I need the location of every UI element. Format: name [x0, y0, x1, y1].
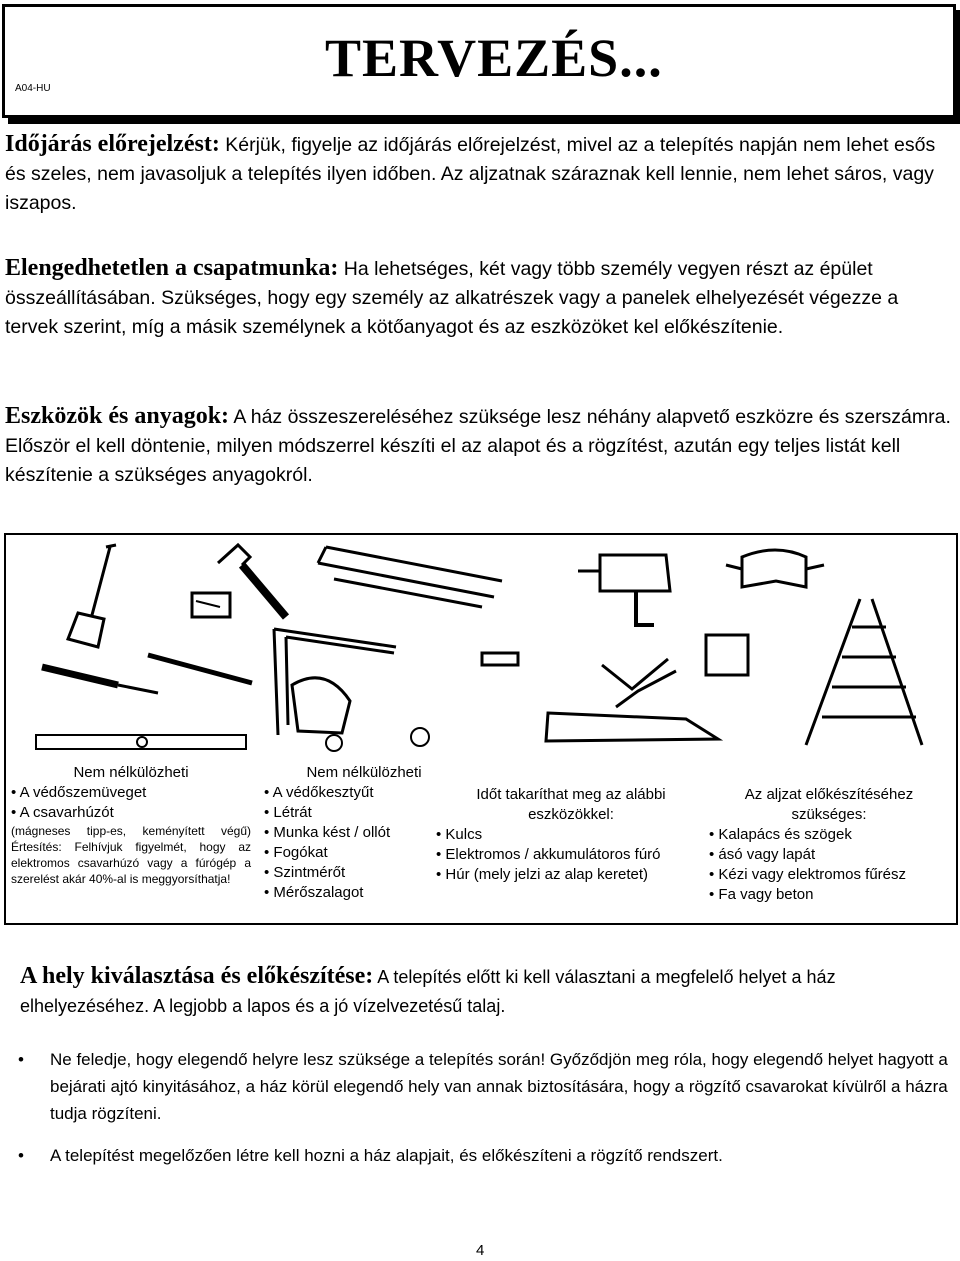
site-paragraph [20, 962, 950, 1021]
tools-box [4, 533, 958, 925]
tools-text: A ház összeszereléséhez szüksége lesz néhány alapvető eszközre és szerszámra. Először el kell döntenie, milyen módszerrel készíti el az alapot és a rögzítést, azután egy teljes listát kell készítenie a szükséges anyagokról. [5, 406, 951, 486]
column-2-item: • Mérőszalagot [264, 883, 464, 903]
column-3-item: • Elektromos / akkumulátoros fúró [436, 845, 706, 865]
column-1-note: (mágneses tipp-es, keményített végű) Értesítés: Felhívjuk figyelmét, hogy az elektromos csavarhúzó vagy a fúrógép a szerelést akár 40%-al is meggyorsíthatja! [11, 824, 251, 886]
document-code: A04-HU [15, 83, 51, 94]
column-2-item: • Létrát [264, 803, 464, 823]
page-number: 4 [476, 1242, 485, 1259]
bullet-item [18, 1046, 948, 1136]
teamwork-paragraph [5, 254, 955, 342]
column-2-heading: Nem nélkülözheti [306, 764, 422, 781]
weather-text: Kérjük, figyelje az időjárás előrejelzést, mivel az a telepítés napján nem lehet esős és szeles, nem javasoljuk a telepítés ilyen időben. Az aljzatnak száraznak kell lennie, nem lehet sáros, vagy iszapos. [5, 134, 936, 214]
column-4-item: • ásó vagy lapát [709, 845, 949, 865]
teamwork-text: Ha lehetséges, két vagy több személy vegyen részt az épület összeállításában. Szükséges, hogy egy személy az alkatrészek vagy a panelek elhelyezését végezze a tervek szerint, míg a másik személynek a kötőanyagot és az eszközöket kel előkészítenie. [5, 258, 899, 338]
site-lead: A hely kiválasztása és előkészítése: [20, 963, 374, 989]
shovel-icon [68, 545, 116, 647]
gloves-icon [292, 678, 350, 733]
essentials-column-1 [11, 763, 251, 887]
column-1-item: • A csavarhúzót [11, 803, 251, 823]
column-4-item: • Kalapács és szögek [709, 825, 949, 845]
drill-icon [578, 555, 670, 625]
column-3-item: • Kulcs [436, 825, 706, 845]
groundwork-column [709, 785, 949, 905]
saw-icon [546, 713, 718, 741]
tape-measure-icon [706, 635, 748, 675]
bullet-text: A telepítést megelőzően létre kell hozni a ház alapjait, és előkészíteni a rögzítő rendszert. [50, 1146, 723, 1165]
column-3-heading: Időt takaríthat meg az alábbi eszközökkel: [476, 786, 666, 823]
pliers-icon [602, 659, 676, 707]
column-1-item: • A védőszemüveget [11, 783, 251, 803]
page-title: TERVEZÉS... [325, 28, 663, 88]
hammer-icon [196, 545, 286, 617]
spirit-level-icon [36, 735, 246, 749]
tools-paragraph [5, 402, 955, 490]
title-banner [2, 4, 956, 118]
column-4-item: • Kézi vagy elektromos fűrész [709, 865, 949, 885]
column-2-item: • A védőkesztyűt [264, 783, 464, 803]
weather-paragraph [5, 130, 955, 218]
bullet-text: Ne feledje, hogy elegendő helyre lesz szüksége a telepítés során! Győződjön meg róla, hogy elegendő helyet hagyott a bejárati ajtó kinyitásához, a ház körül elegendő hely van annak biztosítására, hogy a rögzítő csavarokat kívülről a házra tudja rögzíteni. [50, 1050, 948, 1123]
column-2-item: • Fogókat [264, 843, 464, 863]
bullet-dot: • [18, 1050, 24, 1069]
lumber-icon [318, 547, 502, 607]
tools-lead: Eszközök és anyagok: [5, 403, 230, 429]
column-4-heading: Az aljzat előkészítéséhez szükséges: [744, 786, 914, 823]
bullet-dot: • [18, 1146, 24, 1165]
ladder-icon [806, 599, 922, 745]
weather-lead: Időjárás előrejelzést: [5, 131, 220, 157]
bullet-item [18, 1142, 938, 1172]
square-ruler-icon [274, 629, 396, 735]
utility-knife-icon [482, 653, 518, 665]
column-1-heading: Nem nélkülözheti [73, 764, 189, 781]
column-4-item: • Fa vagy beton [709, 885, 949, 905]
column-3-item: • Húr (mely jelzi az alap keretet) [436, 865, 706, 885]
screwdriver-icon [42, 667, 158, 693]
column-2-item: • Szintmérőt [264, 863, 464, 883]
essentials-column-2 [264, 763, 464, 903]
timesaver-column [436, 785, 706, 885]
wrench-icon [148, 655, 252, 683]
column-2-item: • Munka kést / ollót [264, 823, 464, 843]
site-text: A telepítés előtt ki kell választani a megfelelő helyet a ház elhelyezéséhez. A legjobb a lapos és a jó vízelvezetésű talaj. [20, 967, 836, 1016]
teamwork-lead: Elengedhetetlen a csapatmunka: [5, 255, 339, 281]
goggles-icon [726, 550, 824, 587]
